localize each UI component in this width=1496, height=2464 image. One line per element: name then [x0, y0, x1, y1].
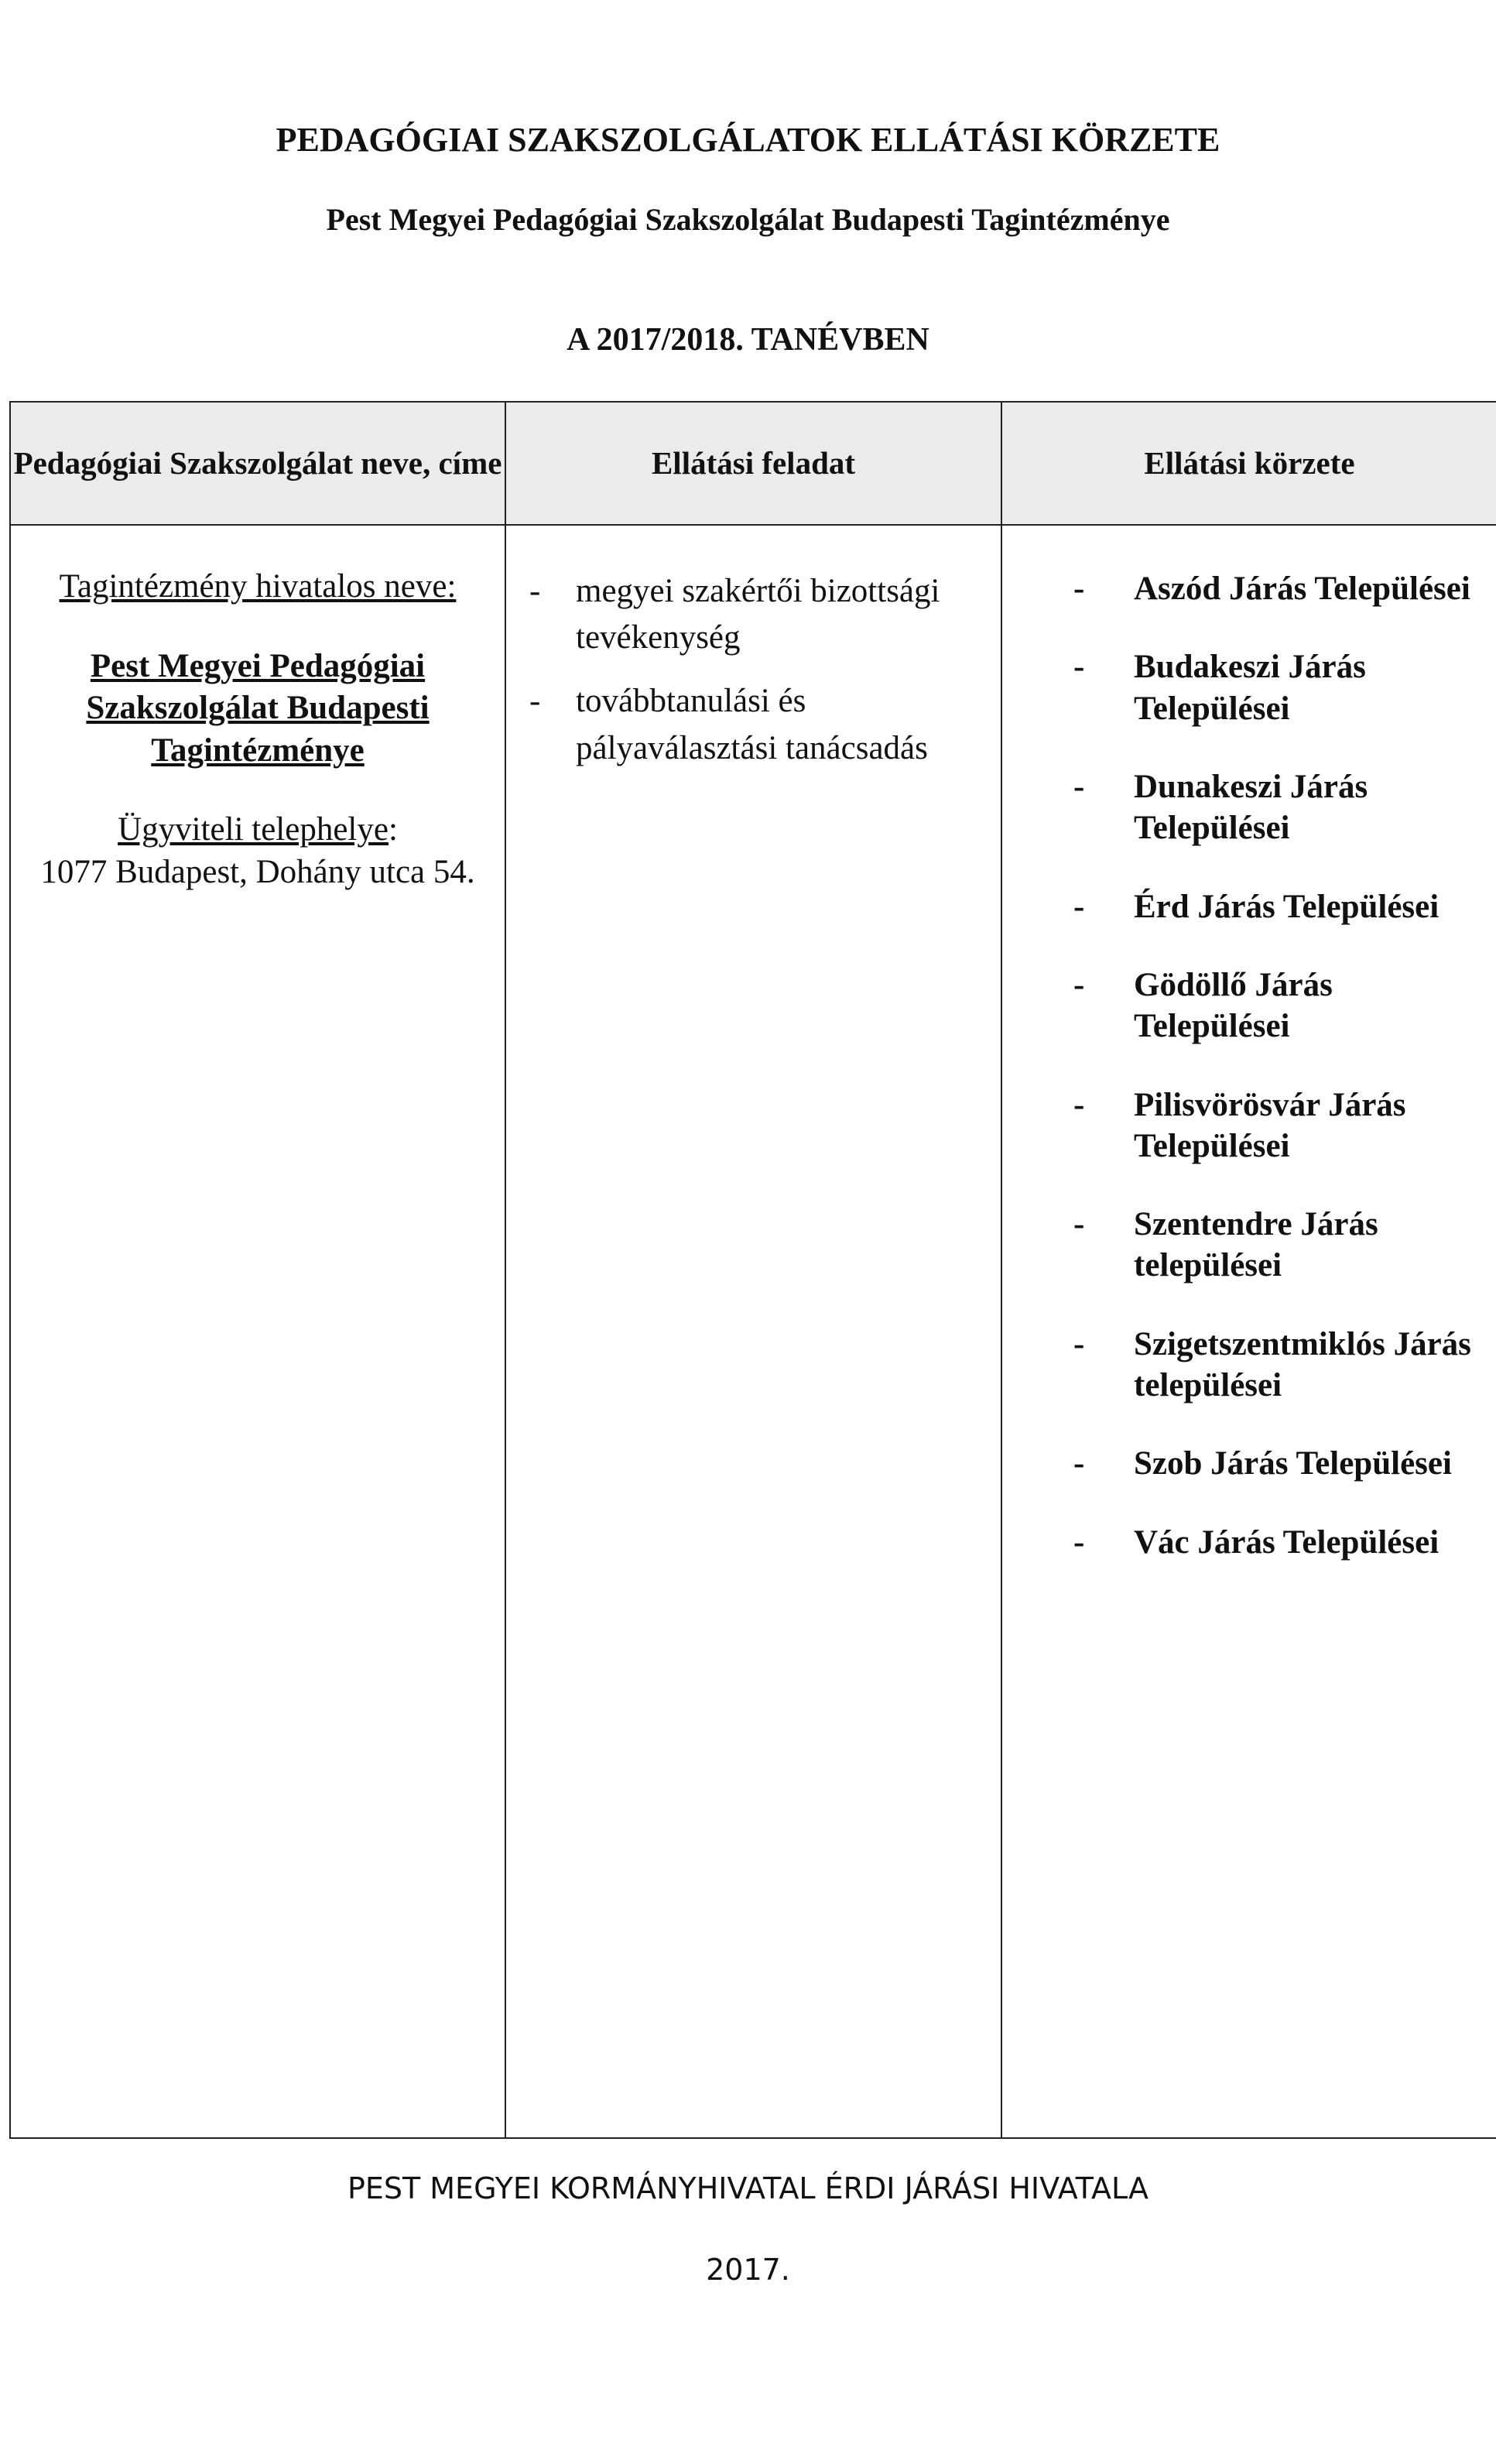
- list-item: - Budakeszi Járás Települései: [1134, 646, 1489, 729]
- table-row: [10, 525, 1496, 2138]
- document-title: PEDAGÓGIAI SZAKSZOLGÁLATOK ELLÁTÁSI KÖRZETE: [276, 121, 1220, 159]
- district-cell: [1001, 525, 1496, 2138]
- official-name-label: Tagintézmény hivatalos neve:: [59, 568, 457, 605]
- task-cell: [505, 525, 1001, 2138]
- header-task: Ellátási feladat: [505, 402, 1001, 525]
- institution-name: Pest Megyei Pedagógiai Szakszolgálat Budapesti Tagintézménye: [86, 647, 430, 769]
- footer-issuer: PEST MEGYEI KORMÁNYHIVATAL ÉRDI JÁRÁSI HIVATALA: [347, 2171, 1149, 2205]
- list-item: - Vác Járás Települései: [1134, 1522, 1489, 1563]
- school-year-heading: A 2017/2018. TANÉVBEN: [567, 322, 929, 358]
- institution-cell: [10, 525, 505, 2138]
- list-item: - Szigetszentmiklós Járás települései: [1134, 1324, 1489, 1407]
- district-list: [1002, 526, 1496, 1563]
- list-item: - Szob Járás Települései: [1134, 1443, 1489, 1484]
- list-item: - Szentendre Járás települései: [1134, 1204, 1489, 1287]
- document-subtitle: Pest Megyei Pedagógiai Szakszolgálat Budapesti Tagintézménye: [326, 202, 1170, 237]
- list-item: - Dunakeszi Járás Települései: [1134, 766, 1489, 849]
- list-item: - Érd Járás Települései: [1134, 886, 1489, 927]
- institution-address: 1077 Budapest, Dohány utca 54.: [40, 854, 475, 891]
- list-item: - továbbtanulási és pályaválasztási tanácsadás: [576, 678, 993, 771]
- list-item: - megyei szakértői bizottsági tevékenység: [576, 568, 993, 661]
- table-header-row: [10, 402, 1496, 525]
- service-area-table: [9, 401, 1496, 2139]
- task-list: [506, 526, 1001, 772]
- list-item: - Gödöllő Járás Települései: [1134, 965, 1489, 1047]
- site-label-colon: :: [388, 811, 398, 848]
- footer-year: 2017.: [706, 2253, 790, 2287]
- list-item: - Pilisvörösvár Járás Települései: [1134, 1085, 1489, 1167]
- header-institution: Pedagógiai Szakszolgálat neve, címe: [10, 402, 505, 525]
- site-label-line: [29, 809, 486, 852]
- list-item: - Aszód Járás Települései: [1134, 568, 1489, 609]
- header-district: Ellátási körzete: [1001, 402, 1496, 525]
- site-label: Ügyviteli telephelye: [118, 811, 389, 848]
